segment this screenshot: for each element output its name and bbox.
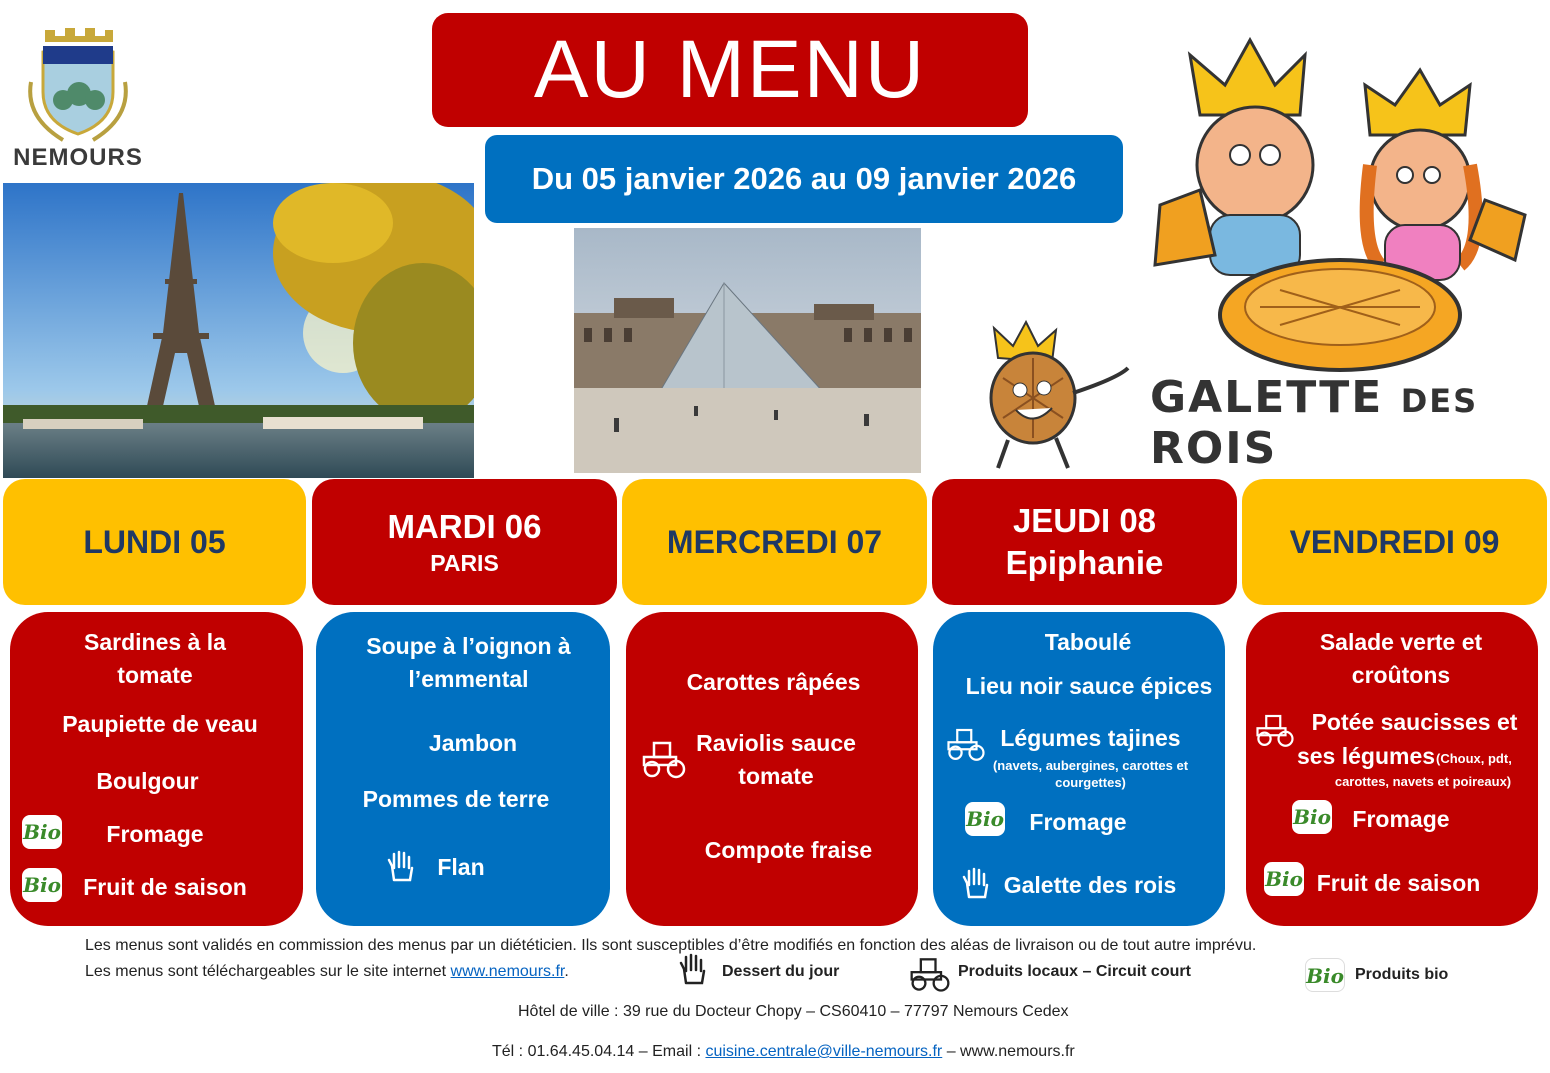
date-range: Du 05 janvier 2026 au 09 janvier 2026 [485, 135, 1123, 223]
bio-icon: Bio [965, 802, 1005, 836]
bio-icon: Bio [22, 868, 62, 902]
email-link[interactable]: cuisine.centrale@ville-nemours.fr [705, 1043, 943, 1060]
menu-item-detail: (navets, aubergines, carottes et courgettes) [992, 758, 1189, 790]
day-header-lundi [3, 479, 306, 605]
menu-card-jeudi [933, 612, 1225, 926]
menu-item: Flan [437, 854, 485, 880]
menu-item: Fromage [106, 821, 204, 847]
menu-item: Fruit de saison [83, 874, 247, 900]
menu-item: Fromage [1029, 809, 1127, 835]
menu-item: Paupiette de veau [62, 711, 258, 737]
menu-item: Soupe à l’oignon à l’emmental [366, 633, 571, 693]
eiffel-tower-photo [3, 183, 474, 478]
legend-dessert: Dessert du jour [722, 963, 840, 980]
menu-item-detail: (Choux, pdt, [1436, 751, 1512, 766]
day-name: VENDREDI 09 [1289, 523, 1500, 560]
footer-phone: Tél : 01.64.45.04.14 – Email : [492, 1043, 706, 1060]
day-name: MARDI 06 [387, 507, 542, 545]
tractor-icon [908, 955, 952, 993]
hand-icon [678, 953, 708, 985]
bio-icon: Bio [1292, 800, 1332, 834]
menu-item: Pommes de terre [362, 786, 550, 812]
galette-des-rois-label [1150, 372, 1530, 474]
menu-item: Galette des rois [1003, 872, 1177, 898]
tractor-icon [945, 726, 987, 762]
day-header-vendredi [1242, 479, 1547, 605]
day-header-jeudi [932, 479, 1237, 605]
tractor-icon [1254, 712, 1296, 748]
bio-icon: Bio [1264, 862, 1304, 896]
menu-item: Lieu noir sauce épices [965, 673, 1213, 699]
menu-item: ses légumes [1296, 743, 1436, 769]
tractor-icon [640, 739, 688, 779]
day-name: MERCREDI 07 [666, 523, 883, 560]
day-name: LUNDI 05 [83, 523, 226, 560]
day-name: JEUDI 08 [1012, 502, 1157, 539]
day-subtitle: Epiphanie [1005, 544, 1164, 581]
day-header-mercredi [622, 479, 927, 605]
coat-of-arms-icon [23, 22, 133, 142]
footer-download-suffix: . [564, 963, 569, 980]
menu-item: Raviolis sauce tomate [696, 730, 856, 790]
menu-item: Sardines à la tomate [84, 629, 226, 689]
nemours-site-link[interactable]: www.nemours.fr [450, 963, 565, 980]
bio-icon: Bio [1305, 958, 1345, 992]
footer-notice: Les menus sont validés en commission des menus par un diététicien. Ils sont susceptibles d’être modifiés en fonction des aléas de livraison ou de tout autre imprévu. [85, 937, 1257, 954]
menu-card-lundi [10, 612, 303, 926]
menu-item-detail: carottes, navets et poireaux) [1334, 774, 1512, 789]
nemours-logo [8, 22, 148, 180]
hand-icon [961, 867, 991, 899]
menu-card-mercredi [626, 612, 918, 926]
day-header-mardi [312, 479, 617, 605]
menu-item: Carottes râpées [686, 669, 861, 695]
menu-item: Jambon [428, 730, 518, 756]
footer-download-text: Les menus sont téléchargeables sur le site internet [85, 963, 451, 980]
menu-item: Légumes tajines [1000, 725, 1181, 751]
bio-icon: Bio [22, 815, 62, 849]
menu-item: Salade verte et croûtons [1319, 629, 1483, 689]
menu-item: Boulgour [96, 768, 199, 794]
menu-item: Potée saucisses et [1311, 709, 1518, 735]
menu-card-vendredi [1246, 612, 1538, 926]
menu-card-mardi [316, 612, 610, 926]
menu-item: Taboulé [1044, 629, 1132, 655]
hand-icon [386, 850, 416, 882]
louvre-photo [574, 228, 921, 473]
footer-download [85, 963, 685, 981]
menu-item: Compote fraise [704, 837, 873, 863]
galette-word-1: GALETTE [1150, 372, 1384, 423]
page-title: AU MENU [432, 13, 1028, 127]
footer-website: – www.nemours.fr [942, 1043, 1075, 1060]
legend-local: Produits locaux – Circuit court [958, 963, 1191, 980]
day-subtitle: PARIS [430, 549, 499, 576]
galette-word-3: ROIS [1150, 423, 1278, 474]
galette-word-2: DES [1400, 382, 1479, 420]
logo-text: NEMOURS [13, 144, 143, 171]
footer-address: Hôtel de ville : 39 rue du Docteur Chopy – CS60410 – 77797 Nemours Cedex [518, 1003, 1069, 1020]
menu-item: Fromage [1352, 806, 1450, 832]
legend-bio: Produits bio [1355, 966, 1449, 983]
footer-contact [492, 1043, 1075, 1061]
galette-mascot-icon [968, 318, 1148, 478]
menu-item: Fruit de saison [1316, 870, 1481, 896]
